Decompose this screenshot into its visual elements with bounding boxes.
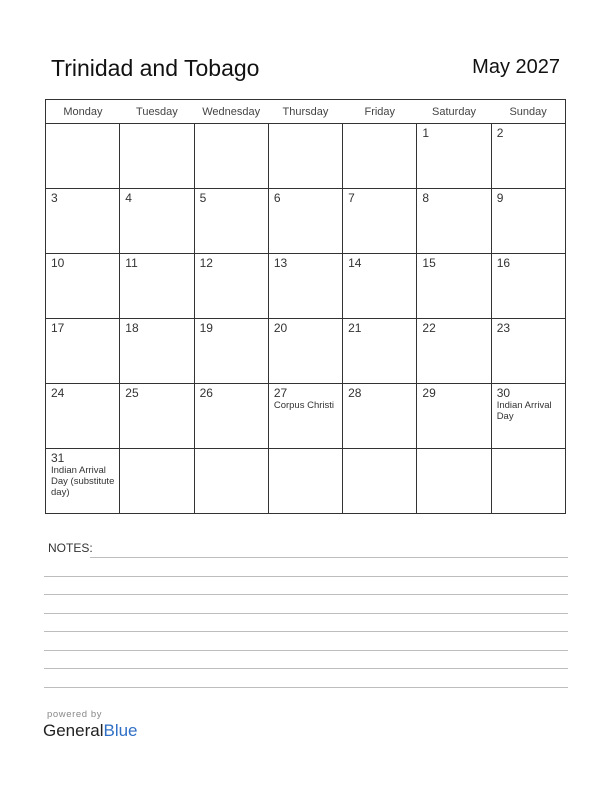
week-row [46, 189, 566, 254]
day-cell[interactable] [343, 319, 417, 384]
day-number: 23 [496, 321, 511, 335]
day-cell[interactable] [491, 449, 565, 514]
weekday-sunday: Sunday [491, 100, 565, 124]
day-cell[interactable] [491, 124, 565, 189]
notes-line [90, 557, 568, 558]
brand-blue: Blue [103, 721, 138, 740]
day-cell[interactable] [268, 449, 342, 514]
day-number: 7 [348, 191, 355, 205]
notes-line [44, 668, 568, 669]
day-number: 14 [348, 256, 362, 270]
day-cell[interactable] [491, 189, 565, 254]
day-number: 4 [125, 191, 132, 205]
day-number: 3 [51, 191, 58, 205]
day-number: 19 [199, 321, 213, 335]
week-row [46, 254, 566, 319]
day-number: 17 [51, 321, 65, 335]
weekday-monday: Monday [46, 100, 120, 124]
weekday-header-row [46, 100, 566, 124]
day-number: 10 [51, 256, 65, 270]
holiday-label: Indian Arrival Day [496, 400, 552, 422]
day-cell[interactable] [417, 189, 491, 254]
notes-line [44, 594, 568, 595]
day-number: 30 [496, 386, 511, 400]
day-number: 18 [125, 321, 139, 335]
day-cell[interactable] [491, 319, 565, 384]
day-number: 6 [273, 191, 281, 205]
day-cell[interactable] [417, 384, 491, 449]
generalblue-logo[interactable] [43, 721, 138, 741]
day-cell[interactable] [120, 449, 194, 514]
day-number: 22 [422, 321, 436, 335]
month-title: May 2027 [472, 56, 560, 78]
day-cell[interactable] [46, 384, 120, 449]
day-number: 25 [125, 386, 139, 400]
day-number: 9 [496, 191, 504, 205]
day-number: 21 [348, 321, 362, 335]
day-number: 26 [199, 386, 213, 400]
day-cell[interactable] [268, 319, 342, 384]
day-cell[interactable] [491, 384, 565, 449]
day-number: 11 [125, 256, 138, 270]
day-cell[interactable] [120, 254, 194, 319]
country-title: Trinidad and Tobago [51, 55, 260, 81]
day-cell[interactable] [417, 449, 491, 514]
notes-label: NOTES: [48, 541, 93, 555]
day-number: 15 [422, 256, 436, 270]
day-cell[interactable] [417, 254, 491, 319]
day-number: 31 [51, 451, 65, 465]
day-cell[interactable] [343, 384, 417, 449]
day-number: 27 [273, 386, 288, 400]
week-row [46, 384, 566, 449]
day-cell[interactable] [194, 384, 268, 449]
powered-by-text: powered by [47, 709, 103, 720]
day-number: 12 [199, 256, 213, 270]
day-cell[interactable] [417, 319, 491, 384]
day-cell[interactable] [46, 254, 120, 319]
day-cell[interactable] [268, 124, 342, 189]
day-cell[interactable] [194, 319, 268, 384]
weekday-saturday: Saturday [417, 100, 491, 124]
day-cell[interactable] [46, 124, 120, 189]
day-cell[interactable] [417, 124, 491, 189]
day-number: 16 [496, 256, 511, 270]
weekday-friday: Friday [343, 100, 417, 124]
day-number: 13 [273, 256, 288, 270]
day-cell[interactable] [343, 189, 417, 254]
day-number: 20 [273, 321, 288, 335]
day-cell[interactable] [268, 254, 342, 319]
day-number: 29 [422, 386, 436, 400]
calendar-grid [45, 99, 566, 514]
day-cell[interactable] [268, 384, 342, 449]
day-cell[interactable] [46, 449, 120, 514]
week-row [46, 449, 566, 514]
day-cell[interactable] [268, 189, 342, 254]
day-number: 8 [422, 191, 430, 205]
day-number: 5 [199, 191, 207, 205]
day-number: 1 [422, 126, 430, 140]
holiday-label: Indian Arrival Day (substitute day) [51, 465, 115, 498]
day-number: 2 [496, 126, 504, 140]
weekday-wednesday: Wednesday [194, 100, 268, 124]
day-cell[interactable] [343, 124, 417, 189]
holiday-label: Corpus Christi [273, 400, 335, 411]
weekday-tuesday: Tuesday [120, 100, 194, 124]
day-cell[interactable] [120, 319, 194, 384]
brand-general: General [43, 721, 104, 740]
day-cell[interactable] [194, 254, 268, 319]
day-cell[interactable] [194, 449, 268, 514]
day-cell[interactable] [120, 124, 194, 189]
notes-line [44, 650, 568, 651]
day-cell[interactable] [120, 384, 194, 449]
day-cell[interactable] [343, 254, 417, 319]
day-cell[interactable] [46, 189, 120, 254]
day-cell[interactable] [194, 124, 268, 189]
notes-line [44, 631, 568, 632]
day-cell[interactable] [120, 189, 194, 254]
notes-line [44, 613, 568, 614]
day-cell[interactable] [491, 254, 565, 319]
week-row [46, 319, 566, 384]
weekday-thursday: Thursday [268, 100, 342, 124]
day-number: 24 [51, 386, 65, 400]
day-number: 28 [348, 386, 362, 400]
day-cell[interactable] [343, 449, 417, 514]
day-cell[interactable] [194, 189, 268, 254]
notes-line [44, 687, 568, 688]
day-cell[interactable] [46, 319, 120, 384]
notes-line [44, 576, 568, 577]
week-row [46, 124, 566, 189]
